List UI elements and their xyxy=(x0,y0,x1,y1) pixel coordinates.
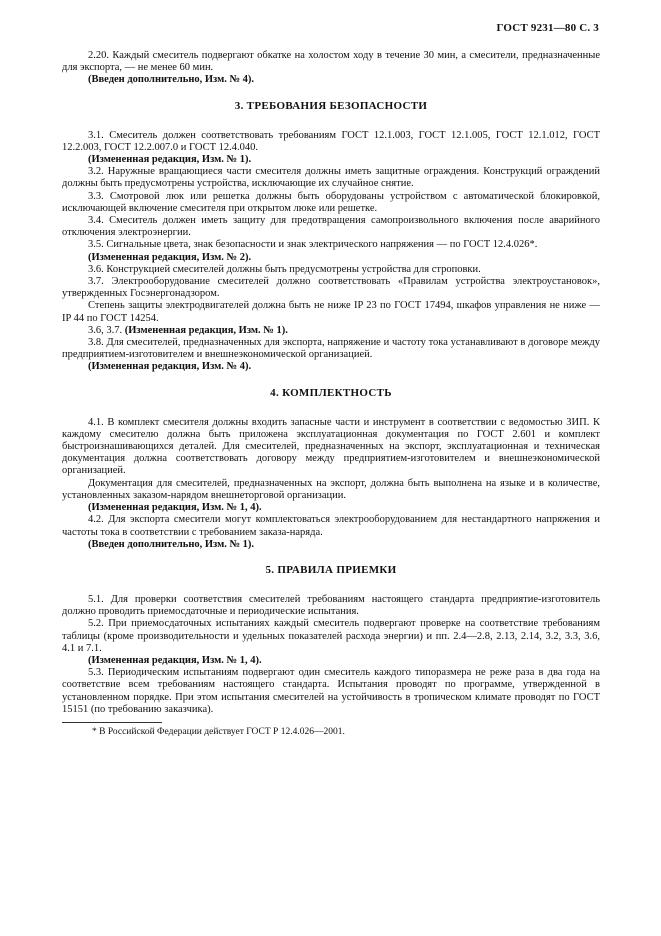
paragraph-3-7: 3.7. Электрооборудование смесителей должно соответствовать «Правилам устройства электроустановок», утвержденных Госэнергонадзором. xyxy=(62,276,600,300)
footnote: * В Российской Федерации действует ГОСТ Р 12.4.026—2001. xyxy=(92,726,345,737)
page-content xyxy=(62,50,600,738)
paragraph-5-1: 5.1. Для проверки соответствия смесителей требованиям настоящего стандарта предприятие-изготовитель должно проводить приемосдаточные и периодические испытания. xyxy=(62,593,600,618)
paragraph-4-1: 4.1. В комплект смесителя должны входить запасные части и инструмент в соответствии с ведомостью ЗИП. К каждому смесителю должна быть приложена эксплуатационная документация по ГОСТ 2.601 и комплект быстроизнашивающихся деталей. Для смесителей, предназначенных на экспорт, эксплуатационная и техническая документация должна соответствовать договору между предприятием-изготовителем и внешнеэкономической организацией. xyxy=(62,416,600,477)
paragraph-5-3: 5.3. Периодическим испытаниям подвергают один смеситель каждого типоразмера не реже раза в два года на соответствие всем требованиям настоящего стандарта. Испытания проводят по программе, утвержденной в установленном порядке. При этом испытания смесителей на устойчивость в тропическом климате проводят по ГОСТ 15151 (по требованию заказчика). xyxy=(62,667,600,715)
section-title-acceptance: 5. ПРАВИЛА ПРИЕМКИ xyxy=(265,563,397,576)
section-title-safety: 3. ТРЕБОВАНИЯ БЕЗОПАСНОСТИ xyxy=(234,99,428,112)
paragraph-3-4: 3.4. Смеситель должен иметь защиту для предотвращения самопроизвольного включения после аварийного отключения электроэнергии. xyxy=(62,215,600,239)
paragraph-ref: 3.6, 3.7. xyxy=(88,324,123,336)
paragraph-3-6: 3.6. Конструкцией смесителей должны быть предусмотрены устройства для строповки. xyxy=(88,263,481,275)
amendment-note: (Измененная редакция, Изм. № 1). xyxy=(88,154,252,166)
amendment-note: (Измененная редакция, Изм. № 1, 4). xyxy=(88,502,262,514)
paragraph-3-7-protection: Степень защиты электродвигателей должна быть не ниже IP 23 по ГОСТ 17494, шкафов управления не ниже — IP 44 по ГОСТ 14254. xyxy=(62,300,600,324)
paragraph-3-8: 3.8. Для смесителей, предназначенных для экспорта, напряжение и частоту тока устанавливают в договоре между предприятием-изготовителем и внешнеэкономической организацией. xyxy=(62,337,600,361)
section-title-completeness: 4. КОМПЛЕКТНОСТЬ xyxy=(270,386,392,399)
amendment-note: (Измененная редакция, Изм. № 1, 4). xyxy=(88,654,262,666)
footnote-divider xyxy=(62,722,162,723)
paragraph-3-2: 3.2. Наружные вращающиеся части смесителя должны иметь защитные ограждения. Конструкций ограждений должны быть предусмотрены устройства, исключающие их случайное снятие. xyxy=(62,166,600,190)
amendment-note: (Измененная редакция, Изм. № 4). xyxy=(88,361,252,373)
paragraph-3-1: 3.1. Смеситель должен соответствовать требованиям ГОСТ 12.1.003, ГОСТ 12.1.005, ГОСТ 12.1.012, ГОСТ 12.2.003, ГОСТ 12.2.007.0 и ГОСТ 12.4.040. xyxy=(62,129,600,153)
amendment-note: (Введен дополнительно, Изм. № 1). xyxy=(88,538,255,550)
amendment-note: (Введен дополнительно, Изм. № 4). xyxy=(88,74,255,86)
amendment-note: (Измененная редакция, Изм. № 2). xyxy=(88,251,252,263)
running-header: ГОСТ 9231—80 С. 3 xyxy=(496,22,599,34)
paragraph-5-2: 5.2. При приемосдаточных испытаниях каждый смеситель подвергают проверке на соответствие требованиям таблицы (кроме производительности и удельных показателей расхода энергии) и пп. 2.4—2.8, 2.13, 2.14, 3.2, 3.3, 3.6, 4.1 и 7.1. xyxy=(62,618,600,654)
amendment-note: (Измененная редакция, Изм. № 1). xyxy=(124,324,288,336)
paragraph-2-20: 2.20. Каждый смеситель подвергают обкатке на холостом ходу в течение 30 мин, а смесители, предназначенные для экспорта, — не менее 60 мин. xyxy=(62,50,600,74)
paragraph-3-3: 3.3. Смотровой люк или решетка должны быть оборудованы устройством с автоматической блокировкой, исключающей включение смесителя при открытом люке или решетке. xyxy=(62,190,600,214)
paragraph-3-5: 3.5. Сигнальные цвета, знак безопасности и знак электрического напряжения — по ГОСТ 12.4.026*. xyxy=(88,239,538,251)
paragraph-4-2: 4.2. Для экспорта смесители могут комплектоваться электрооборудованием для нестандартного напряжения и частоты тока в соответствии с требованием заказа-наряда. xyxy=(62,514,600,538)
paragraph-3-6-3-7-note xyxy=(62,325,600,337)
paragraph-4-1-documentation: Документация для смесителей, предназначенных на экспорт, должна быть выполнена на языке и в количестве, установленных заказом-нарядом внешнеторговой организации. xyxy=(62,477,600,501)
